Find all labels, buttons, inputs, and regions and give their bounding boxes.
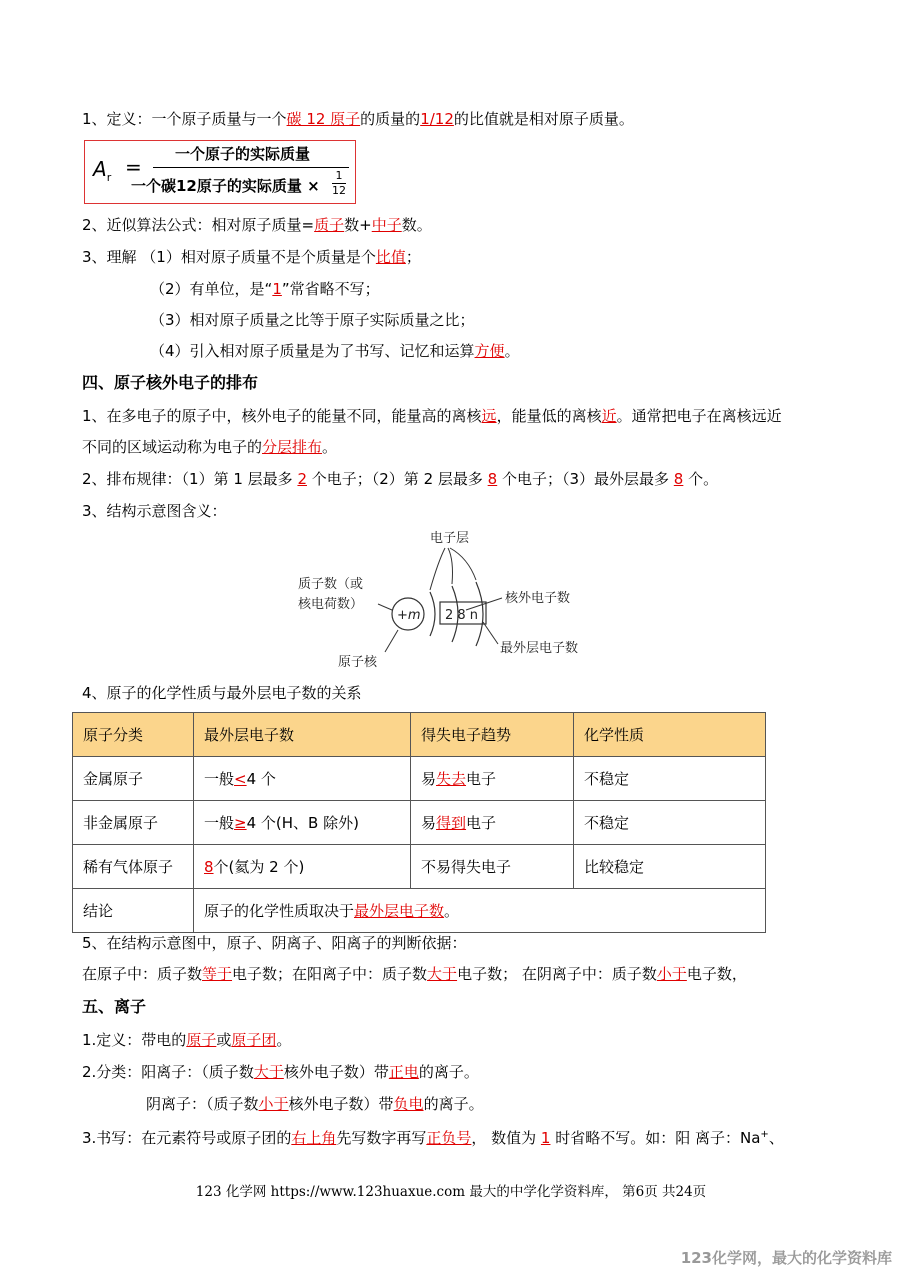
label-outermost-layer: 最外层电子数 xyxy=(500,641,579,656)
table-row: 结论 原子的化学性质取决于最外层电子数。 xyxy=(73,889,766,933)
table-row: 稀有气体原子 8个(氦为 2 个) 不易得失电子 比较稳定 xyxy=(73,845,766,889)
approx-formula-line: 2、近似算法公式：相对原子质量=质子数+中子数。 xyxy=(82,216,432,234)
table-header-row: 原子分类 最外层电子数 得失电子趋势 化学性质 xyxy=(73,713,766,757)
paragraph-1-cont: 不同的区域运动称为电子的分层排布。 xyxy=(82,438,338,456)
nucleus-symbol: +m xyxy=(397,608,421,623)
understanding-line-3: （3）相对原子质量之比等于原子实际质量之比； xyxy=(150,311,475,329)
label-outer-electron-count: 核外电子数 xyxy=(505,591,571,606)
label-nucleus: 原子核 xyxy=(338,655,378,670)
watermark: 123化学网，最大的化学资料库 xyxy=(680,1249,892,1267)
understanding-line-1: 3、理解 （1）相对原子质量不是个质量是个比值； xyxy=(82,248,421,266)
label-proton-2: 核电荷数） xyxy=(298,597,364,612)
atom-properties-table xyxy=(72,712,766,933)
electron-numbers: 2 8 n xyxy=(445,608,479,623)
table-row: 金属原子 一般<4 个 易失去电子 不稳定 xyxy=(73,757,766,801)
section-heading-4: 四、原子核外电子的排布 xyxy=(82,373,259,392)
definition-line: 1、定义：一个原子质量与一个碳 12 原子的质量的1/12的比值就是相对原子质量。 xyxy=(82,110,634,128)
label-electron-layer: 电子层 xyxy=(430,531,470,546)
paragraph-4: 4、原子的化学性质与最外层电子数的关系 xyxy=(82,684,362,702)
paragraph-5-detail: 在原子中：质子数等于电子数；在阳离子中：质子数大于电子数； 在阴离子中：质子数小于电子数， xyxy=(82,965,747,983)
label-proton-1: 质子数（或 xyxy=(298,577,364,592)
relative-atomic-mass-formula: $A_r$ = 一个原子的实际质量 一个碳12原子的实际质量 × $\frac{1}{12}$ xyxy=(84,140,356,204)
ion-notation: 3.书写：在元素符号或原子团的右上角先写数字再写正负号， 数值为 1 时省略不写。如：阳 离子：Na+、 xyxy=(82,1129,784,1147)
understanding-line-4: （4）引入相对原子质量是为了书写、记忆和运算方便。 xyxy=(150,342,520,360)
understanding-line-2: （2）有单位，是“1”常省略不写； xyxy=(150,280,380,298)
ion-definition: 1.定义：带电的原子或原子团。 xyxy=(82,1031,292,1049)
paragraph-5: 5、在结构示意图中，原子、阴离子、阳离子的判断依据： xyxy=(82,934,467,952)
ion-classification-anion: 阴离子：（质子数小于核外电子数）带负电的离子。 xyxy=(146,1095,484,1113)
paragraph-1: 1、在多电子的原子中，核外电子的能量不同，能量高的离核远，能量低的离核近。通常把电子在离核远近 xyxy=(82,407,782,425)
ion-classification-cation: 2.分类：阳离子：（质子数大于核外电子数）带正电的离子。 xyxy=(82,1063,479,1081)
atomic-structure-diagram xyxy=(280,522,640,677)
paragraph-2: 2、排布规律：（1）第 1 层最多 2 个电子；（2）第 2 层最多 8 个电子；（3）最外层最多 8 个。 xyxy=(82,470,719,488)
page-footer: 123 化学网 https://www.123huaxue.com 最大的中学化学资料库， 第6页 共24页 xyxy=(195,1184,707,1200)
paragraph-3: 3、结构示意图含义： xyxy=(82,502,227,520)
table-row: 非金属原子 一般≥4 个(H、B 除外) 易得到电子 不稳定 xyxy=(73,801,766,845)
section-heading-5: 五、离子 xyxy=(82,997,147,1016)
